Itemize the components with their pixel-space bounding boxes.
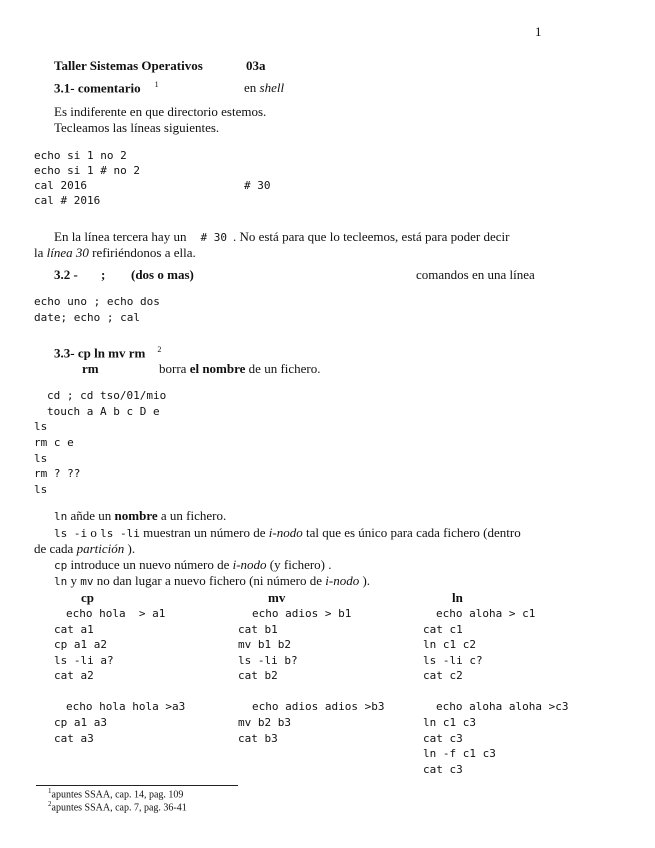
section-aside-shell: en shell xyxy=(244,80,285,95)
paragraph-ln: ln añde un nombre a un fichero. xyxy=(54,508,227,523)
code-line: mv b1 b2 xyxy=(238,638,291,651)
code-line: ls xyxy=(34,483,48,496)
semicolon-symbol: ; xyxy=(101,267,106,282)
code-line: cat c2 xyxy=(423,669,463,682)
code-line: ls -li b? xyxy=(238,654,298,667)
code-line: rm ? ?? xyxy=(34,467,81,480)
code-line: cat c1 xyxy=(423,623,463,636)
section-heading-3-2-note: (dos o mas) xyxy=(131,267,194,282)
page-number: 1 xyxy=(535,24,542,39)
code-line: echo adios adios >b3 xyxy=(252,700,385,713)
code-line: echo adios > b1 xyxy=(252,607,352,620)
code-line: echo si 1 no 2 xyxy=(34,149,127,162)
code-line: rm c e xyxy=(34,436,74,449)
code-line: cal # 2016 xyxy=(34,194,101,207)
paragraph-ln-mv: ln y mv no dan lugar a nuevo fichero (ni número de i-nodo ). xyxy=(54,573,371,588)
section-heading-3-3: 3.3- cp ln mv rm $^2$ xyxy=(54,345,162,361)
code-line: cat a3 xyxy=(54,732,94,745)
code-line: cp a1 a2 xyxy=(54,638,107,651)
code-comment: # 30 xyxy=(244,179,271,192)
code-line: ls -li a? xyxy=(54,654,114,667)
section-aside-commands: comandos en una línea xyxy=(416,267,535,282)
code-line: cat b3 xyxy=(238,732,278,745)
code-line: echo si 1 # no 2 xyxy=(34,164,140,177)
paragraph-type-lines: Tecleamos las líneas siguientes. xyxy=(54,120,220,135)
section-heading-3-1: 3.1- comentario $^1$ xyxy=(54,80,159,96)
code-line: echo hola > a1 xyxy=(66,607,166,620)
code-line: cat b1 xyxy=(238,623,278,636)
rm-description: borra el nombre de un fichero. xyxy=(159,361,321,376)
footnote-ref-2[interactable]: 2 xyxy=(157,345,162,354)
footnote-rule xyxy=(36,785,238,786)
code-line: echo uno ; echo dos xyxy=(34,295,160,308)
paragraph-ls-inodo-cont: de cada partición ). xyxy=(34,541,136,556)
code-line: cp a1 a3 xyxy=(54,716,107,729)
code-line: ln -f c1 c3 xyxy=(423,747,496,760)
code-line: ln c1 c3 xyxy=(423,716,476,729)
footnote-2: $^2$apuntes SSAA, cap. 7, pag. 36-41 xyxy=(48,800,187,814)
code-line: ls xyxy=(34,420,48,433)
paragraph-cp: cp introduce un nuevo número de i-nodo (y fichero) . xyxy=(54,557,332,572)
paragraph-directory: Es indiferente en que directorio estemos. xyxy=(54,104,267,119)
document-title: Taller Sistemas Operativos xyxy=(54,58,203,73)
code-line: date; echo ; cal xyxy=(34,311,140,324)
rm-label: rm xyxy=(82,361,99,376)
code-line: cat c3 xyxy=(423,763,463,776)
paragraph-line-30-cont: la línea 30 refiriéndonos a ella. xyxy=(34,245,196,260)
paragraph-ls-inodo: ls -i o ls -li muestran un número de i-nodo tal que es único para cada fichero (dentro xyxy=(54,525,521,540)
code-line: echo aloha aloha >c3 xyxy=(436,700,569,713)
code-line: cat c3 xyxy=(423,732,463,745)
code-line: cal 2016 xyxy=(34,179,87,192)
code-line: cat a2 xyxy=(54,669,94,682)
section-heading-3-2: 3.2 - xyxy=(54,267,78,282)
column-title-ln: ln xyxy=(452,590,463,605)
document-code: 03a xyxy=(246,58,266,73)
code-line: mv b2 b3 xyxy=(238,716,291,729)
column-title-mv: mv xyxy=(268,590,286,605)
code-line: ls -li c? xyxy=(423,654,483,667)
column-title-cp: cp xyxy=(81,590,94,605)
footnote-ref-1[interactable]: 1 xyxy=(154,80,159,89)
code-line: touch a A b c D e xyxy=(47,405,160,418)
code-line: cat a1 xyxy=(54,623,94,636)
code-line: ls xyxy=(34,452,48,465)
paragraph-line-30: En la línea tercera hay un # 30 . No está para que lo tecleemos, está para poder decir xyxy=(54,229,510,244)
code-line: echo aloha > c1 xyxy=(436,607,536,620)
code-line: echo hola hola >a3 xyxy=(66,700,186,713)
code-line: cat b2 xyxy=(238,669,278,682)
footnote-1: $^1$apuntes SSAA, cap. 14, pag. 109 xyxy=(48,787,184,801)
code-line: cd ; cd tso/01/mio xyxy=(47,389,167,402)
code-line: ln c1 c2 xyxy=(423,638,476,651)
